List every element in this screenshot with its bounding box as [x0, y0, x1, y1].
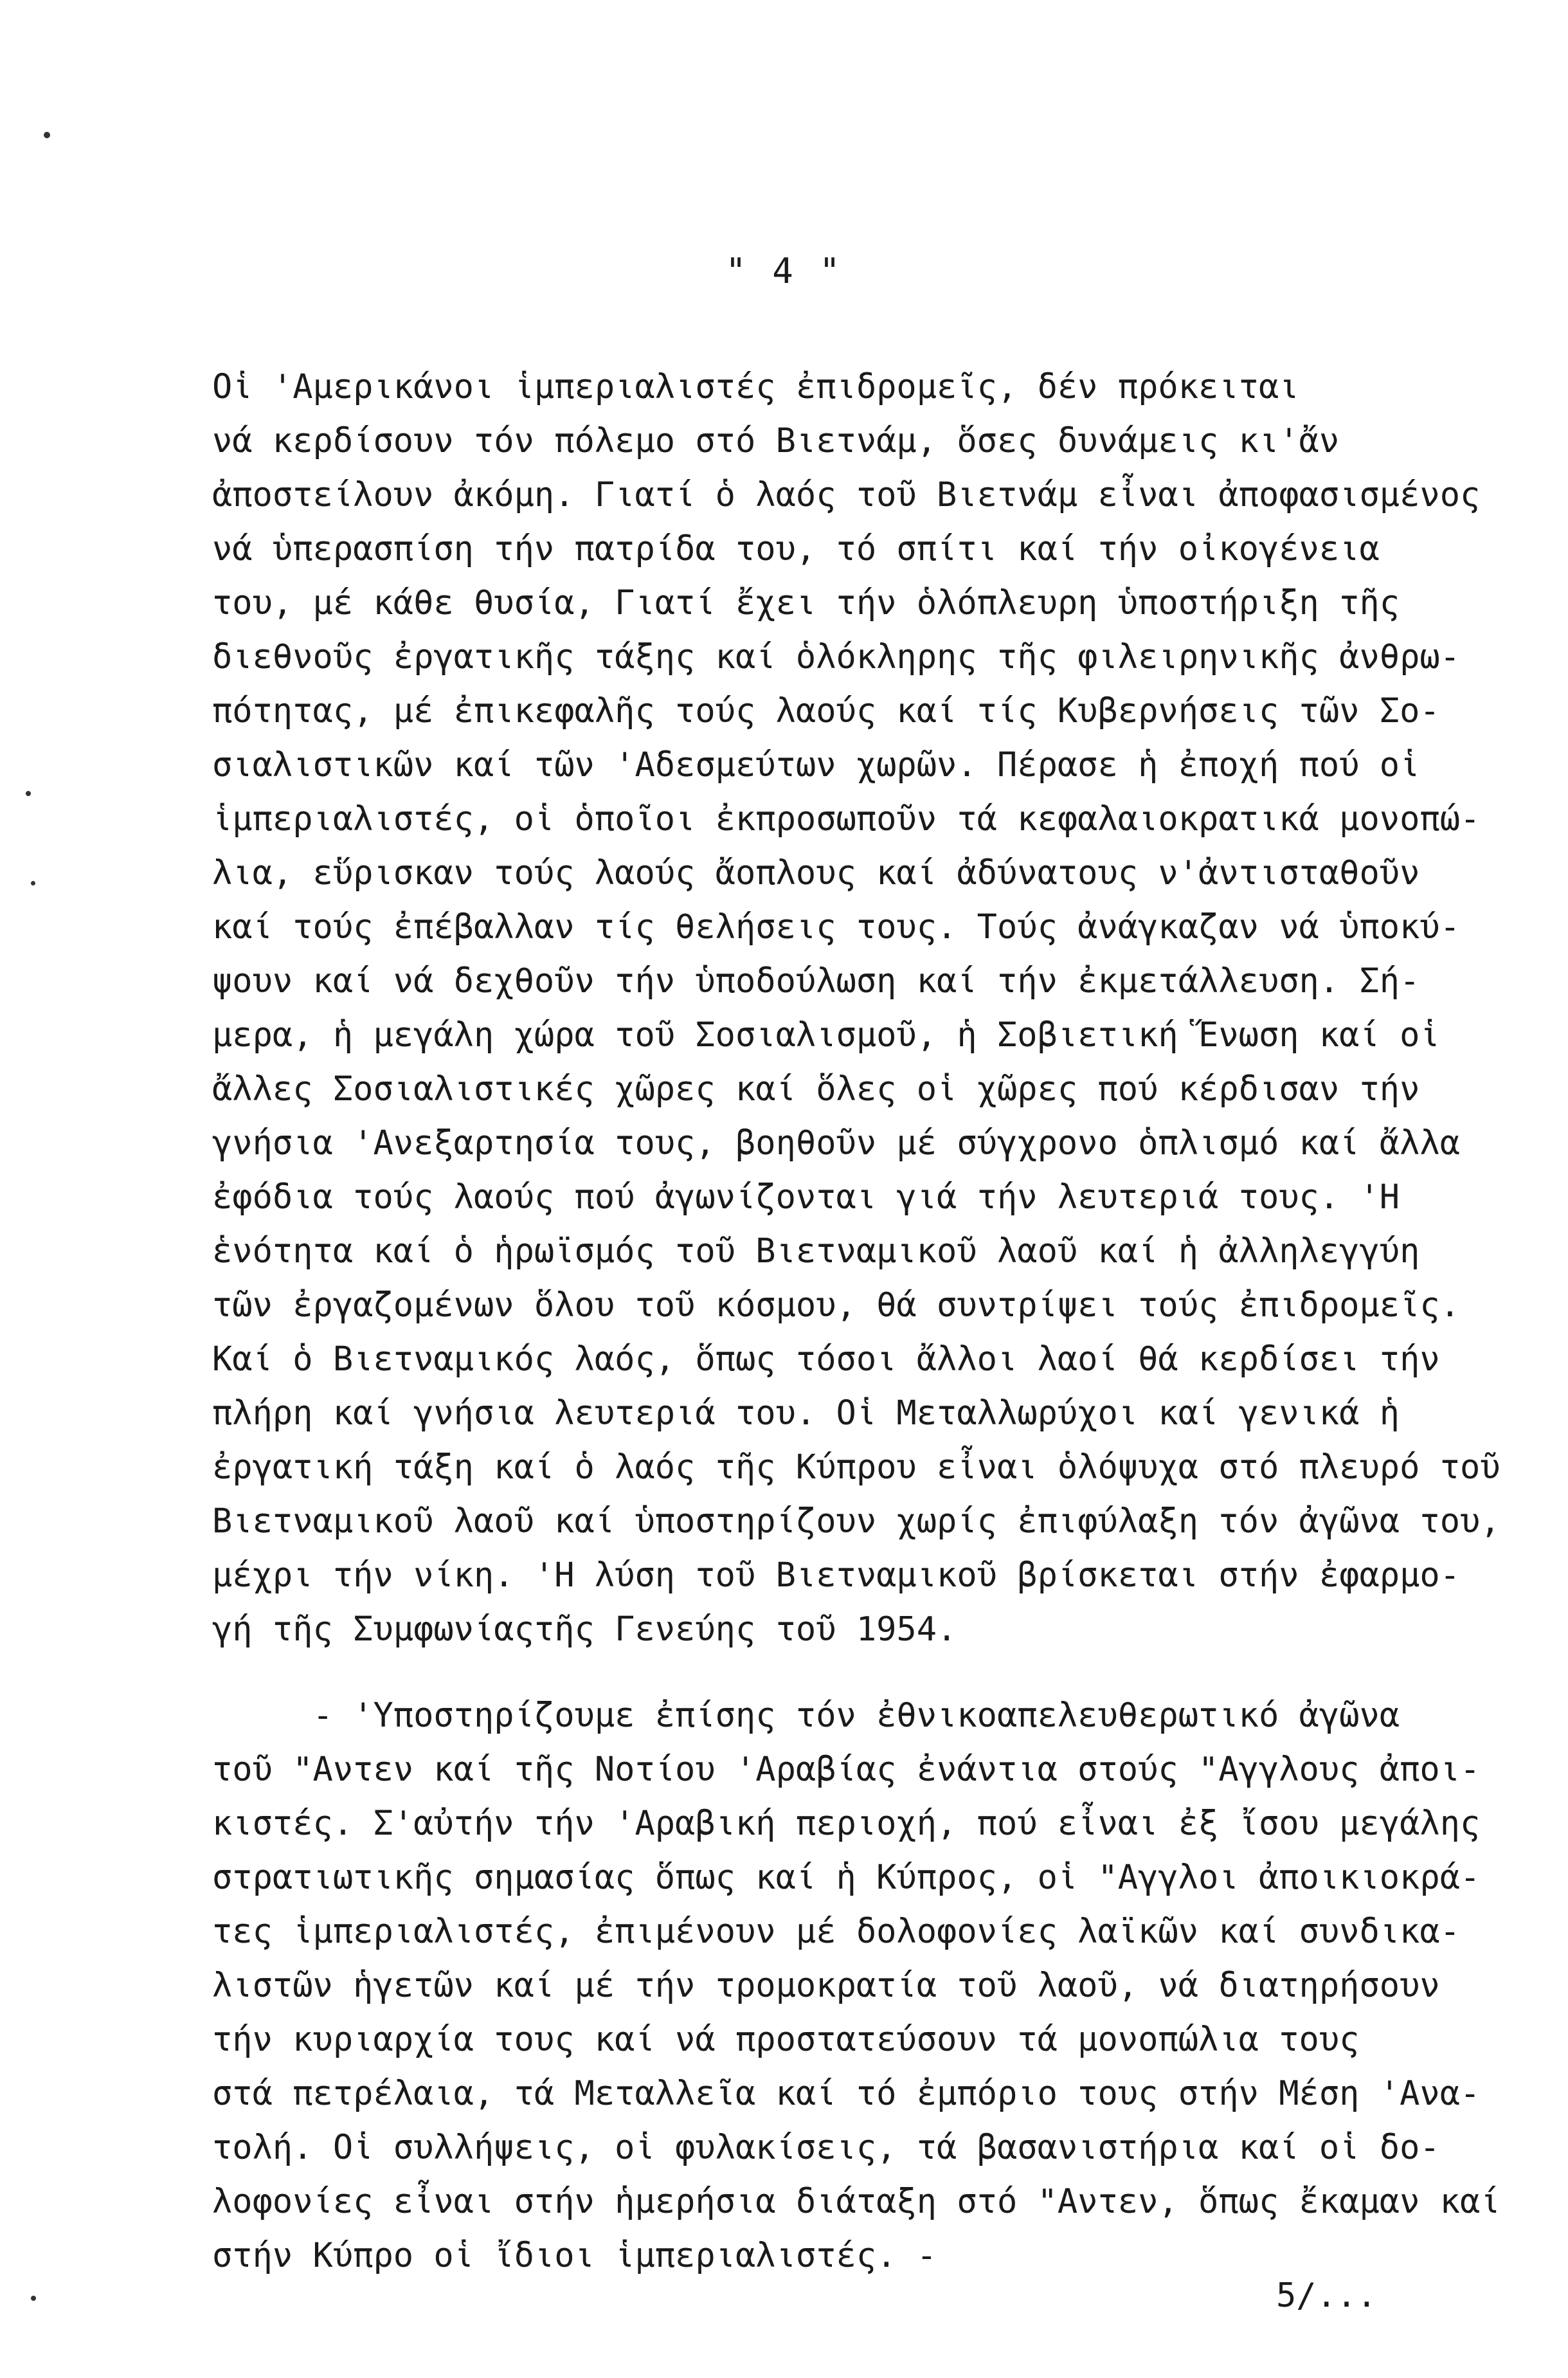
paragraph-1: [212, 360, 1504, 1656]
text-line: λια, εὕρισκαν τούς λαούς ἄοπλους καί ἀδύνατους ν'ἀντισταθοῦν: [212, 854, 1420, 893]
text-line: νά ὑπερασπίση τήν πατρίδα του, τό σπίτι καί τήν οἰκογένεια: [212, 530, 1380, 568]
text-line: ἑνότητα καί ὁ ἡρωϊσμός τοῦ Βιετναμικοῦ λαοῦ καί ἡ ἀλληλεγγύη: [212, 1232, 1420, 1271]
text-line: μέχρι τήν νίκη. 'Η λύση τοῦ Βιετναμικοῦ βρίσκεται στήν ἐφαρμο-: [212, 1556, 1461, 1595]
text-line: ψουν καί νά δεχθοῦν τήν ὑποδούλωση καί τήν ἐκμετάλλευση. Σή-: [212, 962, 1420, 1001]
text-line: τοῦ "Αντεν καί τῆς Νοτίου 'Αραβίας ἐνάντια στούς "Αγγλους ἀποι-: [212, 1750, 1481, 1789]
text-line: καί τούς ἐπέβαλλαν τίς θελήσεις τους. Τούς ἀνάγκαζαν νά ὑποκύ-: [212, 908, 1461, 947]
text-line: ἐργατική τάξη καί ὁ λαός τῆς Κύπρου εἶναι ὁλόψυχα στό πλευρό τοῦ: [212, 1448, 1500, 1487]
text-line: μερα, ἡ μεγάλη χώρα τοῦ Σοσιαλισμοῦ, ἡ Σοβιετική Ἕνωση καί οἱ: [212, 1016, 1440, 1055]
page-number: " 4 ": [725, 251, 843, 291]
continuation-marker: 5/...: [1276, 2276, 1377, 2315]
text-line: τήν κυριαρχία τους καί νά προστατεύσουν τά μονοπώλια τους: [212, 2020, 1360, 2059]
text-line: τες ἱμπεριαλιστές, ἐπιμένουν μέ δολοφονίες λαϊκῶν καί συνδικα-: [212, 1912, 1461, 1951]
text-line: κιστές. Σ'αὐτήν τήν 'Αραβική περιοχή, πού εἶναι ἐξ ἴσου μεγάλης: [212, 1804, 1481, 1843]
text-line: ἄλλες Σοσιαλιστικές χῶρες καί ὅλες οἱ χῶρες πού κέρδισαν τήν: [212, 1070, 1420, 1109]
text-line: ἐφόδια τούς λαούς πού ἀγωνίζονται γιά τήν λευτεριά τους. 'Η: [212, 1178, 1400, 1217]
text-line: Οἱ 'Αμερικάνοι ἱμπεριαλιστές ἐπιδρομεῖς, δέν πρόκειται: [212, 368, 1299, 406]
text-line: στρατιωτικῆς σημασίας ὅπως καί ἡ Κύπρος, οἱ "Αγγλοι ἀποικιοκρά-: [212, 1858, 1481, 1897]
scan-speck: [31, 2296, 36, 2301]
text-line: λοφονίες εἶναι στήν ἡμερήσια διάταξη στό "Αντεν, ὅπως ἔκαμαν καί: [212, 2183, 1500, 2221]
text-line: στά πετρέλαια, τά Μεταλλεῖα καί τό ἐμπόριο τους στήν Μέση 'Ανα-: [212, 2074, 1481, 2113]
text-line: διεθνοῦς ἐργατικῆς τάξης καί ὁλόκληρης τῆς φιλειρηνικῆς ἀνθρω-: [212, 638, 1461, 676]
text-line: Βιετναμικοῦ λαοῦ καί ὑποστηρίζουν χωρίς ἐπιφύλαξη τόν ἀγῶνα του,: [212, 1502, 1500, 1541]
text-line: γή τῆς Συμφωνίαςτῆς Γενεύης τοῦ 1954.: [212, 1610, 957, 1649]
text-line: γνήσια 'Ανεξαρτησία τους, βοηθοῦν μέ σύγχρονο ὁπλισμό καί ἄλλα: [212, 1124, 1461, 1163]
text-line: του, μέ κάθε θυσία, Γιατί ἔχει τήν ὁλόπλευρη ὑποστήριξη τῆς: [212, 584, 1400, 622]
text-line: - 'Υποστηρίζουμε ἐπίσης τόν ἐθνικοαπελευθερωτικό ἀγῶνα: [212, 1696, 1400, 1735]
scan-speck: [26, 791, 31, 796]
text-line: πλήρη καί γνήσια λευτεριά του. Οἱ Μεταλλωρύχοι καί γενικά ἡ: [212, 1394, 1400, 1433]
text-line: στήν Κύπρο οἱ ἴδιοι ἱμπεριαλιστές. -: [212, 2237, 937, 2275]
scan-speck: [44, 132, 50, 138]
paragraph-gap: [212, 1656, 1504, 1689]
document-body: [212, 360, 1504, 2283]
text-line: πότητας, μέ ἐπικεφαλῆς τούς λαούς καί τίς Κυβερνήσεις τῶν Σο-: [212, 692, 1440, 731]
text-line: ἀποστείλουν ἀκόμη. Γιατί ὁ λαός τοῦ Βιετνάμ εἶναι ἀποφασισμένος: [212, 476, 1481, 514]
text-line: νά κερδίσουν τόν πόλεμο στό Βιετνάμ, ὅσες δυνάμεις κι'ἄν: [212, 422, 1340, 460]
text-line: τῶν ἐργαζομένων ὅλου τοῦ κόσμου, θά συντρίψει τούς ἐπιδρομεῖς.: [212, 1286, 1461, 1325]
text-line: τολή. Οἱ συλλήψεις, οἱ φυλακίσεις, τά βασανιστήρια καί οἱ δο-: [212, 2128, 1440, 2167]
scan-speck: [31, 881, 35, 885]
paragraph-2: [212, 1689, 1504, 2283]
text-line: Καί ὁ Βιετναμικός λαός, ὅπως τόσοι ἄλλοι λαοί θά κερδίσει τήν: [212, 1340, 1440, 1379]
text-line: ἱμπεριαλιστές, οἱ ὁποῖοι ἐκπροσωποῦν τά κεφαλαιοκρατικά μονοπώ-: [212, 800, 1481, 839]
text-line: σιαλιστικῶν καί τῶν 'Αδεσμεύτων χωρῶν. Πέρασε ἡ ἐποχή πού οἱ: [212, 746, 1420, 785]
text-line: λιστῶν ἡγετῶν καί μέ τήν τρομοκρατία τοῦ λαοῦ, νά διατηρήσουν: [212, 1966, 1440, 2005]
